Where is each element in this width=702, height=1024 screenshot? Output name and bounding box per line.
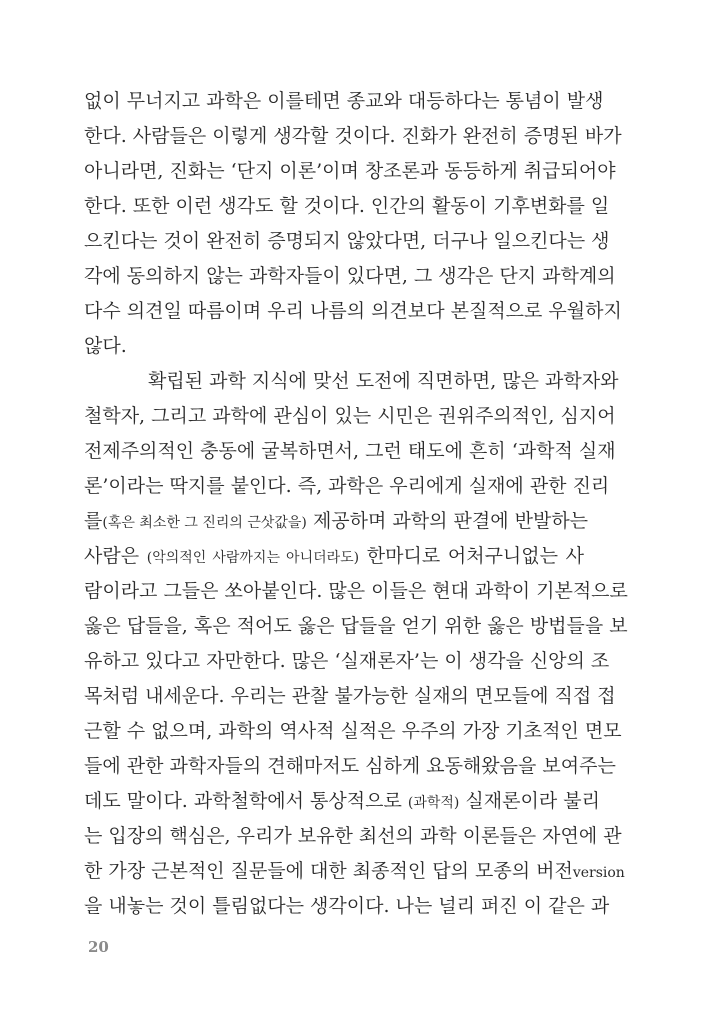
text-segment: 를	[84, 510, 103, 532]
body-text	[84, 84, 628, 924]
text-segment: 다수 의견일 따름이며 우리 나름의 의견보다 본질적으로 우월하지	[84, 300, 622, 322]
text-line	[84, 259, 616, 294]
text-segment: 확립된 과학 지식에 맞선 도전에 직면하면, 많은 과학자와	[148, 370, 619, 392]
text-segment: 을 내놓는 것이 틀림없다는 생각이다. 나는 널리 퍼진 이 같은 과	[84, 895, 610, 917]
text-segment: 않다.	[84, 335, 127, 357]
text-line	[84, 889, 610, 924]
text-segment-small: version	[572, 865, 625, 881]
text-segment: 아니라면, 진화는 ‘단지 이론’이며 창조론과 동등하게 취급되어야	[84, 160, 616, 182]
text-line	[84, 609, 628, 644]
text-segment: 근할 수 없으며, 과학의 역사적 실적은 우주의 가장 기초적인 면모	[84, 720, 622, 742]
text-segment: 옳은 답들을, 혹은 적어도 옳은 답들을 얻기 위한 옳은 방법들을 보	[84, 615, 628, 637]
text-line	[84, 364, 619, 399]
text-segment: 없이 무너지고 과학은 이를테면 종교와 대등하다는 통념이 발생	[84, 90, 604, 112]
text-segment: 론’이라는 딱지를 붙인다. 즉, 과학은 우리에게 실재에 관한 진리	[84, 475, 610, 497]
text-segment-small: (악의적인 사람까지는 아니더라도)	[146, 550, 360, 566]
text-segment: 철학자, 그리고 과학에 관심이 있는 시민은 권위주의적인, 심지어	[84, 405, 616, 427]
text-segment: 들에 관한 과학자들의 견해마저도 심하게 요동해왔음을 보여주는	[84, 755, 616, 777]
text-line	[84, 854, 625, 889]
text-segment: 는 입장의 핵심은, 우리가 보유한 최선의 과학 이론들은 자연에 관	[84, 825, 622, 847]
text-segment: 전제주의적인 충동에 굴복하면서, 그런 태도에 흔히 ‘과학적 실재	[84, 440, 616, 462]
text-segment-small: (과학적)	[407, 795, 460, 811]
text-segment: 목처럼 내세운다. 우리는 관찰 불가능한 실재의 면모들에 직접 접	[84, 685, 616, 707]
text-line	[84, 399, 616, 434]
text-segment: 으킨다는 것이 완전히 증명되지 않았다면, 더구나 일으킨다는 생	[84, 230, 610, 252]
page-number: 20	[88, 938, 109, 956]
text-segment: 한다. 사람들은 이렇게 생각할 것이다. 진화가 완전히 증명된 바가	[84, 125, 622, 147]
text-segment: 사람은	[84, 545, 147, 567]
text-segment: 제공하며 과학의 판결에 반발하는	[306, 510, 589, 532]
text-line	[84, 434, 616, 469]
text-segment: 한 가장 근본적인 질문들에 대한 최종적인 답의 모종의 버전	[84, 860, 573, 882]
text-segment: 람이라고 그들은 쏘아붙인다. 많은 이들은 현대 과학이 기본적으로	[84, 580, 628, 602]
text-segment-small: (혹은 최소한 그 진리의 근삿값을)	[102, 515, 307, 531]
text-segment: 실재론이라 불리	[459, 790, 600, 812]
text-line	[84, 469, 610, 504]
text-line	[84, 679, 616, 714]
text-segment: 데도 말이다. 과학철학에서 통상적으로	[84, 790, 408, 812]
text-line	[84, 329, 584, 364]
text-line	[84, 784, 600, 819]
text-line	[84, 644, 610, 679]
text-segment: 한마디로 어처구니없는 사	[359, 545, 585, 567]
text-line	[84, 154, 616, 189]
text-line	[84, 539, 584, 574]
text-line	[84, 224, 610, 259]
text-line	[84, 749, 616, 784]
text-line	[84, 119, 622, 154]
text-line	[84, 294, 622, 329]
text-line	[84, 574, 628, 609]
text-segment: 한다. 또한 이런 생각도 할 것이다. 인간의 활동이 기후변화를 일	[84, 195, 610, 217]
text-line	[84, 819, 622, 854]
text-segment: 각에 동의하지 않는 과학자들이 있다면, 그 생각은 단지 과학계의	[84, 265, 616, 287]
text-line	[84, 504, 589, 539]
text-line	[84, 189, 610, 224]
text-segment: 유하고 있다고 자만한다. 많은 ‘실재론자’는 이 생각을 신앙의 조	[84, 650, 610, 672]
text-line	[84, 714, 622, 749]
text-line	[84, 84, 604, 119]
